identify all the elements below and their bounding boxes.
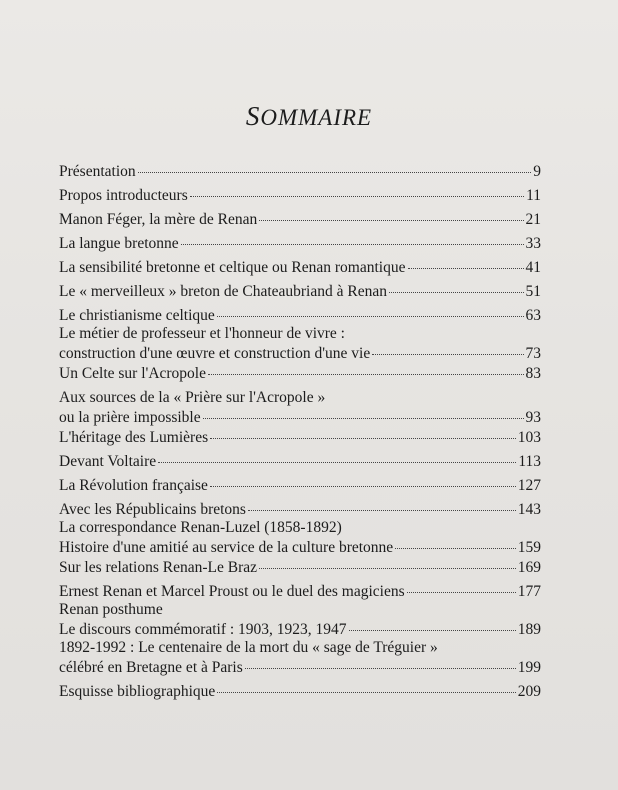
toc-entry-line (59, 682, 541, 702)
toc-entry-title: Manon Féger, la mère de Renan (59, 211, 258, 228)
toc-entry (59, 282, 541, 302)
toc-entry-title: célébré en Bretagne et à Paris (59, 659, 243, 676)
toc-entry (59, 638, 541, 678)
toc-entry-line (59, 558, 541, 578)
title-initial: S (245, 101, 261, 131)
toc-entry-line (59, 428, 541, 448)
toc-entry-line (59, 658, 541, 678)
toc-page-number: 21 (525, 211, 541, 228)
toc-entry-title: construction d'une œuvre et construction d'une vie (59, 345, 371, 362)
toc-entry (59, 186, 541, 206)
toc-entry-title: Le métier de professeur et l'honneur de vivre : (59, 325, 345, 342)
toc-entry-title: Le « merveilleux » breton de Chateaubriand à Renan (59, 283, 387, 300)
toc-entry-line (59, 324, 541, 344)
toc-entry-line (59, 162, 541, 182)
toc-entry-line (59, 344, 541, 364)
leader-dots (389, 292, 524, 293)
leader-dots (210, 438, 516, 439)
leader-dots (259, 220, 523, 221)
toc-entry (59, 388, 541, 428)
toc-entry (59, 500, 541, 520)
toc-page-number: 189 (517, 621, 541, 638)
leader-dots (407, 592, 516, 593)
toc-page-number: 83 (525, 365, 541, 382)
leader-dots (210, 486, 516, 487)
toc-entry-line (59, 258, 541, 278)
toc-entry-line (59, 538, 541, 558)
toc-entry-title: La langue bretonne (59, 235, 179, 252)
leader-dots (408, 268, 524, 269)
leader-dots (217, 316, 524, 317)
toc-entry-title: La Révolution française (59, 477, 208, 494)
toc-entry (59, 364, 541, 384)
leader-dots (208, 374, 524, 375)
toc-entry-line (59, 620, 541, 640)
toc-entry-title: Sur les relations Renan-Le Braz (59, 559, 257, 576)
toc-entry-line (59, 306, 541, 326)
toc-entry (59, 258, 541, 278)
toc-entry (59, 234, 541, 254)
toc-entry (59, 210, 541, 230)
toc-entry (59, 162, 541, 182)
leader-dots (248, 510, 516, 511)
toc-page-number: 51 (525, 283, 541, 300)
toc-entry-line (59, 600, 541, 620)
leader-dots (203, 418, 524, 419)
page-title (0, 101, 618, 132)
toc-entry-title: 1892-1992 : Le centenaire de la mort du « sage de Tréguier » (59, 639, 438, 656)
toc-entry (59, 452, 541, 472)
toc-page-number: 33 (525, 235, 541, 252)
toc-entry-line (59, 476, 541, 496)
leader-dots (181, 244, 524, 245)
toc-entry-title: Ernest Renan et Marcel Proust ou le duel des magiciens (59, 583, 405, 600)
toc-page-number: 199 (517, 659, 541, 676)
leader-dots (190, 196, 524, 197)
toc-entry (59, 306, 541, 326)
toc-page-number: 113 (518, 453, 541, 470)
toc-entry-line (59, 364, 541, 384)
toc-entry-title: La correspondance Renan-Luzel (1858-1892) (59, 519, 342, 536)
toc-page-number: 209 (517, 683, 541, 700)
toc-entry-line (59, 210, 541, 230)
toc-entry (59, 582, 541, 602)
toc-entry-title: Présentation (59, 163, 136, 180)
toc-entry (59, 558, 541, 578)
toc-entry-line (59, 452, 541, 472)
toc-entry-title: Aux sources de la « Prière sur l'Acropole » (59, 389, 326, 406)
toc-entry-title: L'héritage des Lumières (59, 429, 209, 446)
toc-entry-title: Devant Voltaire (59, 453, 157, 470)
toc-entry (59, 600, 541, 640)
toc-entry-line (59, 582, 541, 602)
toc-entry (59, 682, 541, 702)
toc-entry-line (59, 408, 541, 428)
toc-entry-line (59, 234, 541, 254)
toc-page-number: 103 (517, 429, 541, 446)
toc-entry (59, 428, 541, 448)
toc-page-number: 93 (525, 409, 541, 426)
toc-entry-title: ou la prière impossible (59, 409, 201, 426)
toc-entry (59, 476, 541, 496)
leader-dots (372, 354, 523, 355)
toc-page-number: 169 (517, 559, 541, 576)
toc-entry-line (59, 518, 541, 538)
toc-entry-title: Renan posthume (59, 601, 163, 618)
leader-dots (349, 630, 516, 631)
leader-dots (158, 462, 516, 463)
toc-entry-title: Avec les Républicains bretons (59, 501, 246, 518)
leader-dots (138, 172, 532, 173)
toc-entry-title: Histoire d'une amitié au service de la culture bretonne (59, 539, 394, 556)
toc-page-number: 9 (533, 163, 541, 180)
toc-page-number: 143 (517, 501, 541, 518)
toc-entry-title: Propos introducteurs (59, 187, 188, 204)
toc-entry-line (59, 186, 541, 206)
toc-entry-title: La sensibilité bretonne et celtique ou Renan romantique (59, 259, 406, 276)
toc-entry-title: Le discours commémoratif : 1903, 1923, 1947 (59, 621, 347, 638)
toc-entry (59, 518, 541, 558)
toc-entry-line (59, 638, 541, 658)
toc-entry-title: Le christianisme celtique (59, 307, 215, 324)
toc-entry-line (59, 500, 541, 520)
leader-dots (217, 692, 515, 693)
leader-dots (259, 568, 516, 569)
toc-entry-line (59, 282, 541, 302)
toc-page-number: 41 (525, 259, 541, 276)
toc-page-number: 73 (525, 345, 541, 362)
toc-entry-line (59, 388, 541, 408)
leader-dots (395, 548, 516, 549)
toc-page-number: 11 (526, 187, 541, 204)
toc-page-number: 127 (517, 477, 541, 494)
toc-page-number: 177 (517, 583, 541, 600)
toc-entry-title: Un Celte sur l'Acropole (59, 365, 206, 382)
leader-dots (245, 668, 516, 669)
title-rest: OMMAIRE (260, 105, 373, 130)
toc-page-number: 159 (517, 539, 541, 556)
toc-entry (59, 324, 541, 364)
toc-page-number: 63 (525, 307, 541, 324)
toc-entry-title: Esquisse bibliographique (59, 683, 216, 700)
